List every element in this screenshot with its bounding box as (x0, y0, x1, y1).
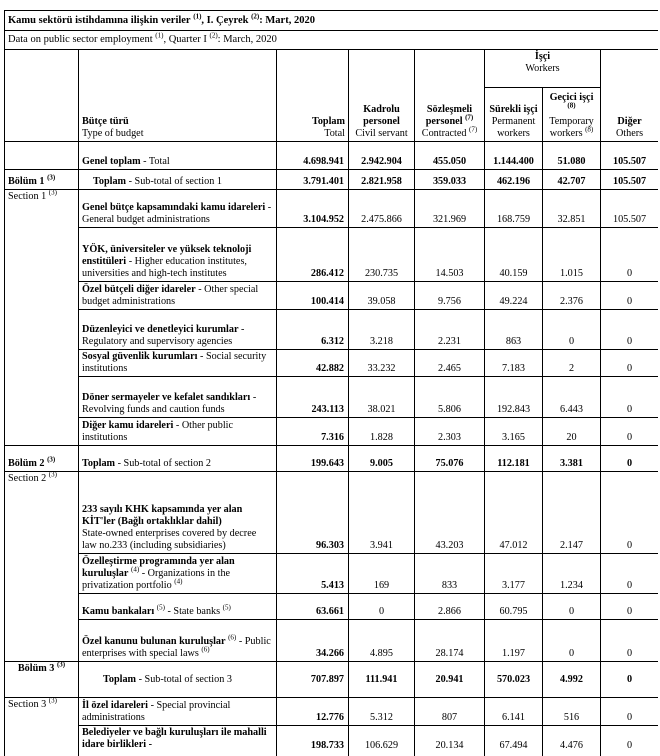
header-temporary-tr: Geçici işçi (549, 92, 594, 103)
section3-label: Section 3 (8, 699, 47, 710)
cell-civil: 2.475.866 (349, 190, 415, 228)
row-label-en: Public enterprises with special laws (82, 636, 271, 659)
table-row: Döner sermayeler ve kefalet sandıkları - Revolving funds and caution funds 243.113 38.021 5.806 192.843 6.443 0 (5, 377, 659, 418)
table-row (5, 726, 659, 756)
header-total-tr: Toplam (311, 116, 345, 127)
row-label-tr: Döner sermayeler ve kefalet sandıkları (82, 392, 251, 403)
row-label-tr-sup: (6) (228, 633, 237, 642)
cell-contracted: 43.203 (415, 472, 485, 554)
cell-contracted: 2.231 (415, 310, 485, 350)
cell-total: 243.113 (277, 377, 349, 418)
cell-others: 0 (601, 377, 659, 418)
cell-total: 198.733 (277, 726, 349, 756)
cell-temporary: 0 (543, 594, 601, 620)
row-label-en-sup: (6) (201, 645, 210, 654)
section2-subtotal-en: Sub-total of section 2 (123, 458, 211, 469)
title-tr-end: : Mart, 2020 (259, 14, 315, 26)
section3-subtotal-en: Sub-total of section 3 (144, 673, 232, 685)
row-label-tr: Genel bütçe kapsamındaki kamu idareleri (82, 202, 266, 213)
grand-total-permanent: 1.144.400 (485, 142, 543, 170)
cell-total: 42.882 (277, 350, 349, 377)
cell-permanent: 40.159 (485, 228, 543, 282)
cell-others: 0 (601, 620, 659, 662)
cell-temporary: 2.147 (543, 472, 601, 554)
section3-subtotal-total: 707.897 (277, 662, 349, 698)
section1-subtotal-permanent: 462.196 (485, 170, 543, 190)
cell-contracted: 2.866 (415, 594, 485, 620)
row-label-en: Higher education institutes, universities and high-tech institutes (82, 256, 247, 279)
grand-total-civil: 2.942.904 (349, 142, 415, 170)
header-permanent-en: Permanent workers (491, 116, 536, 139)
table-row: Kamu bankaları $^{(5)}$ - State banks $^{(5)}$ 63.661 0 2.866 60.795 0 0 (5, 594, 659, 620)
title-row-en (5, 31, 659, 50)
row-label-en-sup: (4) (174, 577, 183, 586)
cell-civil: 1.828 (349, 418, 415, 446)
cell-civil: 5.312 (349, 698, 415, 726)
cell-civil: 3.218 (349, 310, 415, 350)
title-tr-mid: , I. Çeyrek (201, 14, 249, 26)
section3-subtotal-civil: 111.941 (349, 662, 415, 698)
cell-temporary: 1.015 (543, 228, 601, 282)
header-permanent-tr: Sürekli işçi (489, 104, 538, 115)
cell-civil: 33.232 (349, 350, 415, 377)
section1-subtotal-civil: 2.821.958 (349, 170, 415, 190)
cell-total: 34.266 (277, 620, 349, 662)
header-contracted-sup-a: (7) (465, 113, 474, 122)
table-row: Section 1 $^{(3)}$ Genel bütçe kapsamındaki kamu idareleri - General budget administrations 3.104.952 2.475.866 321.969 168.759 32.851 105.507 (5, 190, 659, 228)
row-label-en: State-owned enterprises covered by decree law no.233 (including subsidiaries) (82, 528, 257, 551)
header-contracted-tr: Sözleşmeli personel (425, 104, 473, 127)
header-contracted (415, 50, 485, 142)
row-label-tr: İl özel idareleri (82, 700, 149, 711)
title-en-sup2: (2) (209, 31, 218, 40)
section2-subtotal-tr: Toplam (82, 458, 116, 469)
grand-total-others: 105.507 (601, 142, 659, 170)
cell-temporary: 4.476 (543, 726, 601, 756)
employment-table (4, 10, 658, 756)
cell-civil: 0 (349, 594, 415, 620)
header-contracted-en: Contracted (421, 128, 467, 139)
section2-subtotal-civil: 9.005 (349, 446, 415, 472)
section2-subtotal-total: 199.643 (277, 446, 349, 472)
grand-total-label-tr: Genel toplam (82, 156, 141, 167)
section3-bolum: Bölüm 3 (17, 663, 55, 674)
cell-total: 12.776 (277, 698, 349, 726)
header-others-en: Others (615, 128, 644, 139)
title-en-mid: , Quarter I (163, 34, 207, 45)
header-total-en: Total (324, 128, 345, 139)
cell-permanent: 3.177 (485, 554, 543, 594)
cell-permanent: 47.012 (485, 472, 543, 554)
cell-civil: 3.941 (349, 472, 415, 554)
cell-permanent: 49.224 (485, 282, 543, 310)
table-row (5, 472, 659, 554)
header-budget-type (79, 50, 277, 142)
header-temporary (543, 88, 601, 142)
title-tr-sup2: (2) (251, 12, 260, 20)
cell-contracted: 807 (415, 698, 485, 726)
header-temporary-sup-b: (8) (585, 125, 594, 134)
header-temporary-en: Temporary workers (549, 116, 594, 139)
cell-temporary: 20 (543, 418, 601, 446)
row-label-en: Other public institutions (82, 420, 234, 443)
table-row: Özelleştirme programında yer alan kuruluşlar $^{(4)}$ - Organizations in the privatization portfolio $^{(4)}$ 5.413 169 833 3.177 1.234 0 (5, 554, 659, 594)
section2-subtotal-others: 0 (601, 446, 659, 472)
row-label-en: State banks (173, 606, 221, 617)
cell-temporary: 2.376 (543, 282, 601, 310)
header-workers-en: Workers (525, 63, 560, 74)
cell-civil: 39.058 (349, 282, 415, 310)
row-label-tr: 233 sayılı KHK kapsamında yer alan KİT'ler (Bağlı ortaklıklar dahil) (82, 504, 243, 527)
header-contracted-sup-b: (7) (469, 125, 478, 134)
section3-subtotal-tr: Toplam (103, 673, 137, 685)
row-label-en: Organizations in the privatization portfolio (82, 568, 231, 591)
header-civil-tr: Kadrolu personel (363, 104, 400, 127)
cell-others: 0 (601, 282, 659, 310)
cell-permanent: 3.165 (485, 418, 543, 446)
row-label-tr-sup: (4) (130, 565, 140, 574)
row-label-tr: Belediyeler ve bağlı kuruluşları ile mahalli idare birlikleri - (82, 727, 267, 750)
cell-temporary: 516 (543, 698, 601, 726)
section1-bolum: Bölüm 1 (8, 176, 45, 187)
table-row: Diğer kamu idareleri - Other public institutions 7.316 1.828 2.303 3.165 20 0 (5, 418, 659, 446)
title-row-tr (5, 11, 659, 31)
section3-subtotal-row: Bölüm 3 $^{(3)}$ Toplam - Sub-total of section 3 707.897 111.941 20.941 570.023 4.992 0 (5, 662, 659, 698)
section1-bolum-sup: (3) (47, 173, 56, 182)
cell-total: 3.104.952 (277, 190, 349, 228)
cell-civil: 4.895 (349, 620, 415, 662)
section1-subtotal-contracted: 359.033 (415, 170, 485, 190)
row-label-tr: Kamu bankaları (82, 606, 155, 617)
header-total (277, 50, 349, 142)
cell-permanent: 192.843 (485, 377, 543, 418)
header-others (601, 50, 659, 142)
cell-contracted: 14.503 (415, 228, 485, 282)
section3-subtotal-permanent: 570.023 (485, 662, 543, 698)
header-budget-en: Type of budget (82, 128, 144, 139)
title-en: Data on public sector employment (8, 34, 153, 45)
cell-civil: 106.629 (349, 726, 415, 756)
row-label-en: Other special budget administrations (82, 284, 259, 307)
cell-others: 0 (601, 228, 659, 282)
header-row-1 (5, 50, 659, 88)
cell-temporary: 0 (543, 310, 601, 350)
cell-total: 63.661 (277, 594, 349, 620)
grand-total-contracted: 455.050 (415, 142, 485, 170)
cell-permanent: 7.183 (485, 350, 543, 377)
section3-subtotal-others: 0 (601, 662, 659, 698)
section1-subtotal-others: 105.507 (601, 170, 659, 190)
cell-temporary: 6.443 (543, 377, 601, 418)
row-label-tr: Özelleştirme programında yer alan kuruluşlar (82, 556, 235, 579)
row-label-tr: Özel bütçeli diğer idareler (82, 284, 196, 295)
section1-subtotal-tr: Toplam (93, 176, 127, 187)
cell-contracted: 833 (415, 554, 485, 594)
cell-total: 96.303 (277, 472, 349, 554)
header-budget-tr: Bütçe türü (82, 116, 129, 127)
section1-subtotal-row: Bölüm 1 $^{(3)}$ Toplam - Sub-total of section 1 3.791.401 2.821.958 359.033 462.196 42.707 105.507 (5, 170, 659, 190)
title-tr-sup1: (1) (193, 12, 202, 20)
row-label-tr: Özel kanunu bulunan kuruluşlar (82, 636, 226, 647)
row-label-tr: Düzenleyici ve denetleyici kurumlar (82, 324, 239, 335)
cell-civil: 169 (349, 554, 415, 594)
table-frame (4, 10, 658, 756)
cell-others: 0 (601, 310, 659, 350)
table-row: Section 3 $^{(3)}$ İl özel idareleri - Special provincial administrations 12.776 5.312 807 6.141 516 0 (5, 698, 659, 726)
section2-subtotal-temporary: 3.381 (543, 446, 601, 472)
cell-total: 100.414 (277, 282, 349, 310)
grand-total-row: Genel toplam - Total 4.698.941 2.942.904 455.050 1.144.400 51.080 105.507 (5, 142, 659, 170)
cell-others: 0 (601, 418, 659, 446)
section3-subtotal-contracted: 20.941 (415, 662, 485, 698)
cell-others: 0 (601, 350, 659, 377)
section2-label-sup: (3) (48, 470, 57, 479)
grand-total-label-en: Total (148, 156, 170, 167)
cell-total: 6.312 (277, 310, 349, 350)
cell-total: 286.412 (277, 228, 349, 282)
cell-others: 0 (601, 726, 659, 756)
table-row: Özel bütçeli diğer idareler - Other special budget administrations 100.414 39.058 9.756 49.224 2.376 0 (5, 282, 659, 310)
cell-others: 0 (601, 554, 659, 594)
section1-subtotal-en: Sub-total of section 1 (134, 176, 222, 187)
cell-contracted: 5.806 (415, 377, 485, 418)
cell-permanent: 60.795 (485, 594, 543, 620)
title-en-sup1: (1) (155, 31, 164, 40)
cell-contracted: 2.465 (415, 350, 485, 377)
cell-temporary: 0 (543, 620, 601, 662)
section1-label: Section 1 (8, 191, 47, 202)
cell-total: 5.413 (277, 554, 349, 594)
header-others-tr: Diğer (617, 116, 642, 127)
header-workers (485, 50, 601, 88)
cell-permanent: 863 (485, 310, 543, 350)
cell-others: 0 (601, 698, 659, 726)
cell-others: 0 (601, 594, 659, 620)
section2-bolum: Bölüm 2 (8, 458, 45, 469)
row-label-tr: YÖK, üniversiteler ve yüksek teknoloji enstitüleri (82, 244, 252, 267)
cell-contracted: 2.303 (415, 418, 485, 446)
row-label-tr-sup: (5) (156, 603, 165, 612)
cell-others: 105.507 (601, 190, 659, 228)
row-label-en: Regulatory and supervisory agencies (82, 336, 233, 347)
row-label-en: Social security institutions (82, 351, 267, 374)
cell-permanent: 6.141 (485, 698, 543, 726)
table-row: Özel kanunu bulunan kuruluşlar $^{(6)}$ - Public enterprises with special laws $^{(6)}$ 34.266 4.895 28.174 1.197 0 0 (5, 620, 659, 662)
cell-contracted: 28.174 (415, 620, 485, 662)
section2-label: Section 2 (8, 473, 47, 484)
title-en-end: : March, 2020 (217, 34, 277, 45)
row-label-en: Revolving funds and caution funds (82, 404, 225, 415)
cell-civil: 38.021 (349, 377, 415, 418)
grand-total-temporary: 51.080 (543, 142, 601, 170)
row-label-en: General budget administrations (82, 214, 210, 225)
title-tr: Kamu sektörü istihdamına ilişkin veriler (8, 14, 191, 26)
header-civil (349, 50, 415, 142)
section3-label-sup: (3) (48, 696, 57, 705)
row-label-en: Special provincial administrations (82, 700, 231, 723)
section1-subtotal-temporary: 42.707 (543, 170, 601, 190)
table-row: Düzenleyici ve denetleyici kurumlar - Regulatory and supervisory agencies 6.312 3.218 2.231 863 0 0 (5, 310, 659, 350)
cell-total: 7.316 (277, 418, 349, 446)
table-row: YÖK, üniversiteler ve yüksek teknoloji enstitüleri - Higher education institutes, universities and high-tech institutes 286.412 230.735 14.503 40.159 1.015 0 (5, 228, 659, 282)
cell-permanent: 168.759 (485, 190, 543, 228)
row-label-tr: Diğer kamu idareleri (82, 420, 174, 431)
cell-temporary: 2 (543, 350, 601, 377)
section2-subtotal-row: Bölüm 2 $^{(3)}$ Toplam - Sub-total of section 2 199.643 9.005 75.076 112.181 3.381 0 (5, 446, 659, 472)
header-temporary-sup-a: (8) (567, 101, 576, 110)
section2-subtotal-permanent: 112.181 (485, 446, 543, 472)
header-civil-en: Civil servant (355, 128, 408, 139)
cell-contracted: 20.134 (415, 726, 485, 756)
section2-bolum-sup: (3) (47, 455, 56, 464)
section3-bolum-sup: (3) (56, 660, 66, 669)
row-label-tr: Sosyal güvenlik kurumları (82, 351, 198, 362)
cell-civil: 230.735 (349, 228, 415, 282)
header-workers-tr: İşçi (534, 51, 551, 62)
section1-subtotal-total: 3.791.401 (277, 170, 349, 190)
section2-subtotal-contracted: 75.076 (415, 446, 485, 472)
cell-temporary: 1.234 (543, 554, 601, 594)
grand-total-total: 4.698.941 (277, 142, 349, 170)
cell-permanent: 67.494 (485, 726, 543, 756)
header-permanent (485, 88, 543, 142)
section1-label-sup: (3) (48, 188, 57, 197)
table-row: Sosyal güvenlik kurumları - Social security institutions 42.882 33.232 2.465 7.183 2 0 (5, 350, 659, 377)
cell-permanent: 1.197 (485, 620, 543, 662)
cell-others: 0 (601, 472, 659, 554)
cell-temporary: 32.851 (543, 190, 601, 228)
cell-contracted: 321.969 (415, 190, 485, 228)
row-label-en-sup: (5) (222, 603, 231, 612)
section3-subtotal-temporary: 4.992 (543, 662, 601, 698)
cell-contracted: 9.756 (415, 282, 485, 310)
